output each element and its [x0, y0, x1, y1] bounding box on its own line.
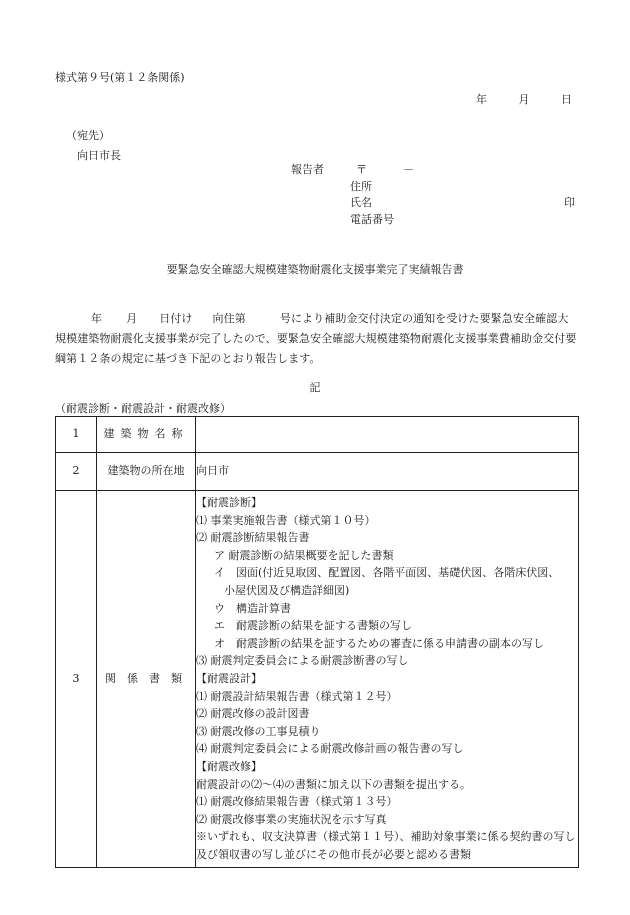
list-item: ⑴ 耐震改修結果報告書（様式第１３号） [196, 795, 398, 809]
list-item: ア 耐震診断の結果概要を記した書類 [214, 548, 394, 562]
list-item: 【耐震設計】 [196, 671, 262, 685]
list-item: ⑴ 耐震設計結果報告書（様式第１２号） [196, 689, 398, 703]
date-day: 日 [561, 93, 572, 106]
table-row [56, 491, 579, 868]
list-item: ⑴ 事業実施報告書（様式第１０号） [196, 513, 376, 527]
list-item: ⑵ 耐震改修事業の実施状況を示す写真 [196, 812, 387, 826]
list-item: ⑵ 耐震改修の設計図書 [196, 707, 310, 721]
list-item: ※いずれも、収支決算書（様式第１１号）、補助対象事業に係る契約書の写し及び領収書の写し並びにその他市長が必要と認める書類 [196, 830, 576, 861]
report-table [55, 416, 579, 868]
address-label: 住所 [350, 180, 372, 193]
seal-mark: 印 [564, 196, 575, 209]
list-item: ⑷ 耐震判定委員会による耐震改修計画の報告書の写し [196, 742, 464, 756]
form-number: 様式第９号(第１２条関係) [55, 71, 185, 84]
list-item: ⑶ 耐震判定委員会による耐震診断書の写し [196, 654, 409, 668]
list-item: 耐震設計の⑵～⑷の書類に加え以下の書類を提出する。 [196, 777, 471, 791]
list-item: ウ 構造計算書 [214, 601, 291, 615]
body-year: 年 [91, 312, 103, 325]
list-item: イ 図面(付近見取図、配置図、各階平面図、基礎伏図、各階床伏図、 [214, 566, 560, 580]
row-number: 1 [56, 417, 97, 453]
name-label: 氏名 [350, 196, 372, 209]
body-month: 月 [126, 312, 138, 325]
phone-label: 電話番号 [350, 213, 394, 226]
reporter-label: 報告者 [291, 163, 324, 176]
list-item: オ 耐震診断の結果を証するための審査に係る申請書の副本の写し [214, 636, 544, 650]
list-item: 【耐震診断】 [196, 496, 262, 509]
category-note: （耐震診断・耐震設計・耐震改修） [55, 402, 231, 415]
body-day: 日付け [159, 312, 193, 325]
date-year: 年 [476, 93, 487, 106]
date-month: 月 [518, 93, 530, 106]
list-item: ⑵ 耐震診断結果報告書 [196, 531, 310, 545]
postal-dash: － [403, 163, 414, 176]
body-paragraph [55, 309, 577, 369]
building-name-field[interactable] [196, 417, 579, 453]
list-item: 【耐震改修】 [196, 759, 262, 773]
list-item: ⑶ 耐震改修の工事見積り [196, 724, 321, 738]
report-date [454, 93, 572, 107]
ki-heading: 記 [309, 381, 321, 394]
row-number: 2 [56, 453, 97, 491]
list-item: エ 耐震診断の結果を証する書類の写し [214, 619, 412, 633]
addressee: 向日市長 [77, 149, 121, 162]
related-documents-list [196, 491, 579, 868]
row-label: 関係書類 [97, 491, 196, 868]
row-label: 建築物名称 [97, 417, 196, 453]
row-number: 3 [56, 491, 97, 868]
list-item: 小屋伏図及び構造詳細図) [224, 583, 350, 597]
body-ref: 向住第 [212, 312, 246, 325]
body-rest: 号により補助金交付決定の通知を受けた要緊急安全確認大規模建築物耐震化支援事業が完了したので、要緊急安全確認大規模建築物耐震化支援事業費補助金交付要綱第１２条の規定に基づき下記のとおり報告します。 [55, 312, 577, 365]
table-row [56, 453, 579, 491]
row-label: 建築物の所在地 [97, 453, 196, 491]
postal-mark: 〒 [356, 163, 367, 176]
table-row [56, 417, 579, 453]
building-location-field[interactable]: 向日市 [196, 453, 579, 491]
document-title: 要緊急安全確認大規模建築物耐震化支援事業完了実績報告書 [166, 263, 464, 276]
addressee-label: （宛先） [66, 129, 110, 142]
